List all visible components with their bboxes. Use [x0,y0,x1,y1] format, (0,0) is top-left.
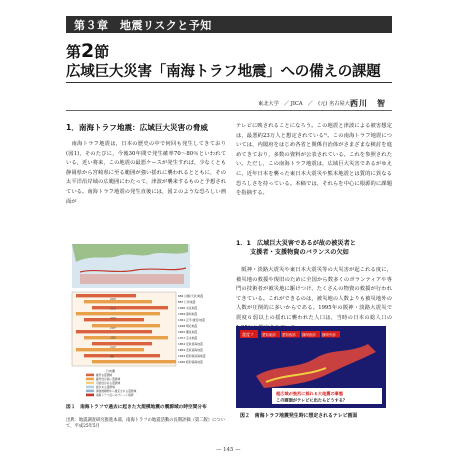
title-divider [66,82,392,83]
figure1-interval-label: 90 [110,354,114,359]
figure1-caption: 図１ 南海トラフで過去に起きた大規模地震の震源域の時空間分布 [66,405,207,410]
figure1-legend-label: 津波堆積物から推定される震源域 [96,389,137,393]
figure1-interval-label: 102 [110,335,116,340]
figure1-year-label: 887 仁和地震 [178,300,196,304]
figure1-interval-label: 212 [110,306,116,311]
figure2-caption: 図２ 南海トラフ地震発生時に想定されるテレビ画面 [240,413,358,419]
page-number: — 145 — [216,447,241,453]
figure1-year-label: 1854 安政東海地震 [178,342,203,346]
figure1-year-label: 684 白鳳(天武)地震 [178,294,204,298]
body-paragraph-right-1: テレビに映されることになろう。この地震と津波による被害想定は，最悪約23万人と想定されている¹⁾。この南海トラフ地震については，内閣府をはじめ各省と関係自治体がさまざまな検討を進めてきており，多数の資料が公表されている。これを参照されたい。ただし，この南海トラフ地震は，広域巨大災害であるがゆえに，近年日本を襲った東日本大震災や熊本地震とは質的に異なる恐ろしさを持っている。本稿では，それらを中心に根源的に課題を指摘する。 [236,123,392,197]
figure2-tv-screen [236,326,386,408]
figure1-source-bar [76,294,136,297]
figure1-source-bar [92,342,152,345]
figure1-year-label: 1944 昭和東南海地震 [178,354,206,358]
figure1-source-bar [76,312,160,315]
figure1-year-label: 1096 永長地震 [178,306,198,310]
figure1-source-bar [84,354,160,357]
figure1-year-label: 1707 宝永地震 [178,336,198,340]
chapter-title: 第３章 地震リスクと予知 [74,19,212,32]
figure1-interval-label: 107 [110,325,116,330]
figure1-legend-swatch [86,394,94,397]
author-name: 西川 智 [350,98,386,108]
figure1-source-bar [92,324,160,327]
section-label [66,40,109,62]
figure1-legend-label: 可能性がある震源域 [96,381,121,385]
figure2-region-label: 静岡中部 [322,333,336,337]
page-title: 広域巨大災害「南海トラフ地震」への備えの課題 [66,64,381,80]
figure1-legend-swatch [86,382,94,385]
section-number: 2 [81,40,95,62]
figure1-interval-label: 147 [110,345,116,349]
figure1-source-zone [80,274,184,284]
figure1-year-label: 1605 慶長地震 [178,330,198,334]
figure1-source-bar [84,336,168,339]
figure2-region-label: 愛知東部 [262,333,276,337]
figure2-banner-line1: 超広域が強烈に揺れる大地震の事態 [276,391,344,396]
figure2-region-label: 愛知西部 [282,333,296,337]
subsection-heading [236,240,392,257]
figure1-legend-label: 確実な震源域 [96,373,113,377]
figure1-legend-swatch [86,390,94,393]
figure1-legend-label: 確実性が高い震源域 [96,377,121,381]
figure1-legend [86,373,137,397]
figure1-source: 出典：地震調査研究推進本部，南海トラフの地震活動の長期評価（第二版）について，平成25年5月 [66,418,225,430]
figure1-source-bar [84,300,152,303]
subsection-heading-line1: 1．1 広域巨大災害であるが故の被災者と [236,240,356,247]
figure1-legend-label: 南海トラフ沿いのプレート境界 [96,393,134,397]
body-paragraph-right-2: 阪神・淡路大震災や東日本大震災等の大災害が起これる度に，被災地の救援や復旧のために全国から数多くのボランティアや専門の技術者が被災地に駆けつけ，たくさんの物資の救援が行われてきている。これができるのは，被災地の人数よりも被災地外の人数が圧倒的に多いからである。1995年の阪神・淡路大震災で震度６弱以上の揺れに襲われた人口は，当時の日本の総人口の [236,267,392,321]
figure1-legend-swatch [86,378,94,381]
figure1-legend-label: 説がある震源域 [96,385,115,389]
figure1-year-labels [178,294,206,364]
figure1-year-label: 1099 康和地震 [178,312,198,316]
figure2-intensity-main: 震度７ [242,332,254,337]
figure1-interval-label: 137 [110,316,116,321]
figure1-year-label: 1946 昭和南海地震 [178,360,203,364]
figure1-year-label: 1854 安政南海地震 [178,348,203,352]
figure1-year-label: 1361 正平(康安)地震 [178,318,205,322]
figure1-source-bar [92,360,176,363]
figure2-region-label: 静岡西部 [302,333,316,337]
figure1-timeline-map [66,242,226,400]
author-affiliation: 東北大学 ／ JICA ／ (元) 名古屋大学 [258,101,356,107]
section-suffix: 節 [94,43,110,61]
figure1-source-bar [92,306,168,309]
section-heading: 1．南海トラフ地震：広域巨大災害の脅威 [66,123,208,132]
section-prefix: 第 [66,43,82,61]
figure1-year-label: 1498 明応地震 [178,324,198,328]
subsection-heading-line2: 支援者・支援物資のバランスの欠如 [250,248,349,256]
body-paragraph-left: 南海トラフ地震は，日本の歴史の中で何回も発生してきており(図1)，そのたびに，今後30年間で発生確率70〜80％といわれている，近い将来，この地震の最悪ケースが発生すれば，少なくとも静岡県から宮崎県に至る範囲が強い揺れに襲われるとともに，その太平洋沿岸域の広範囲にわたって，津波が襲来するものと予想されている。南海トラフ地震の発生直後には，図２のような恐ろしい画面が [66,141,226,205]
figure1-source-bar [76,330,152,333]
figure1-axis-label: 日向灘 [106,369,116,373]
figure1-legend-swatch [86,386,94,389]
author-divider [66,110,392,111]
figure1-legend-swatch [86,374,94,377]
figure1-interval-label: 203 [110,297,116,301]
figure2-banner-line2: この画面がテレビに出たらどうする？ [276,397,348,403]
